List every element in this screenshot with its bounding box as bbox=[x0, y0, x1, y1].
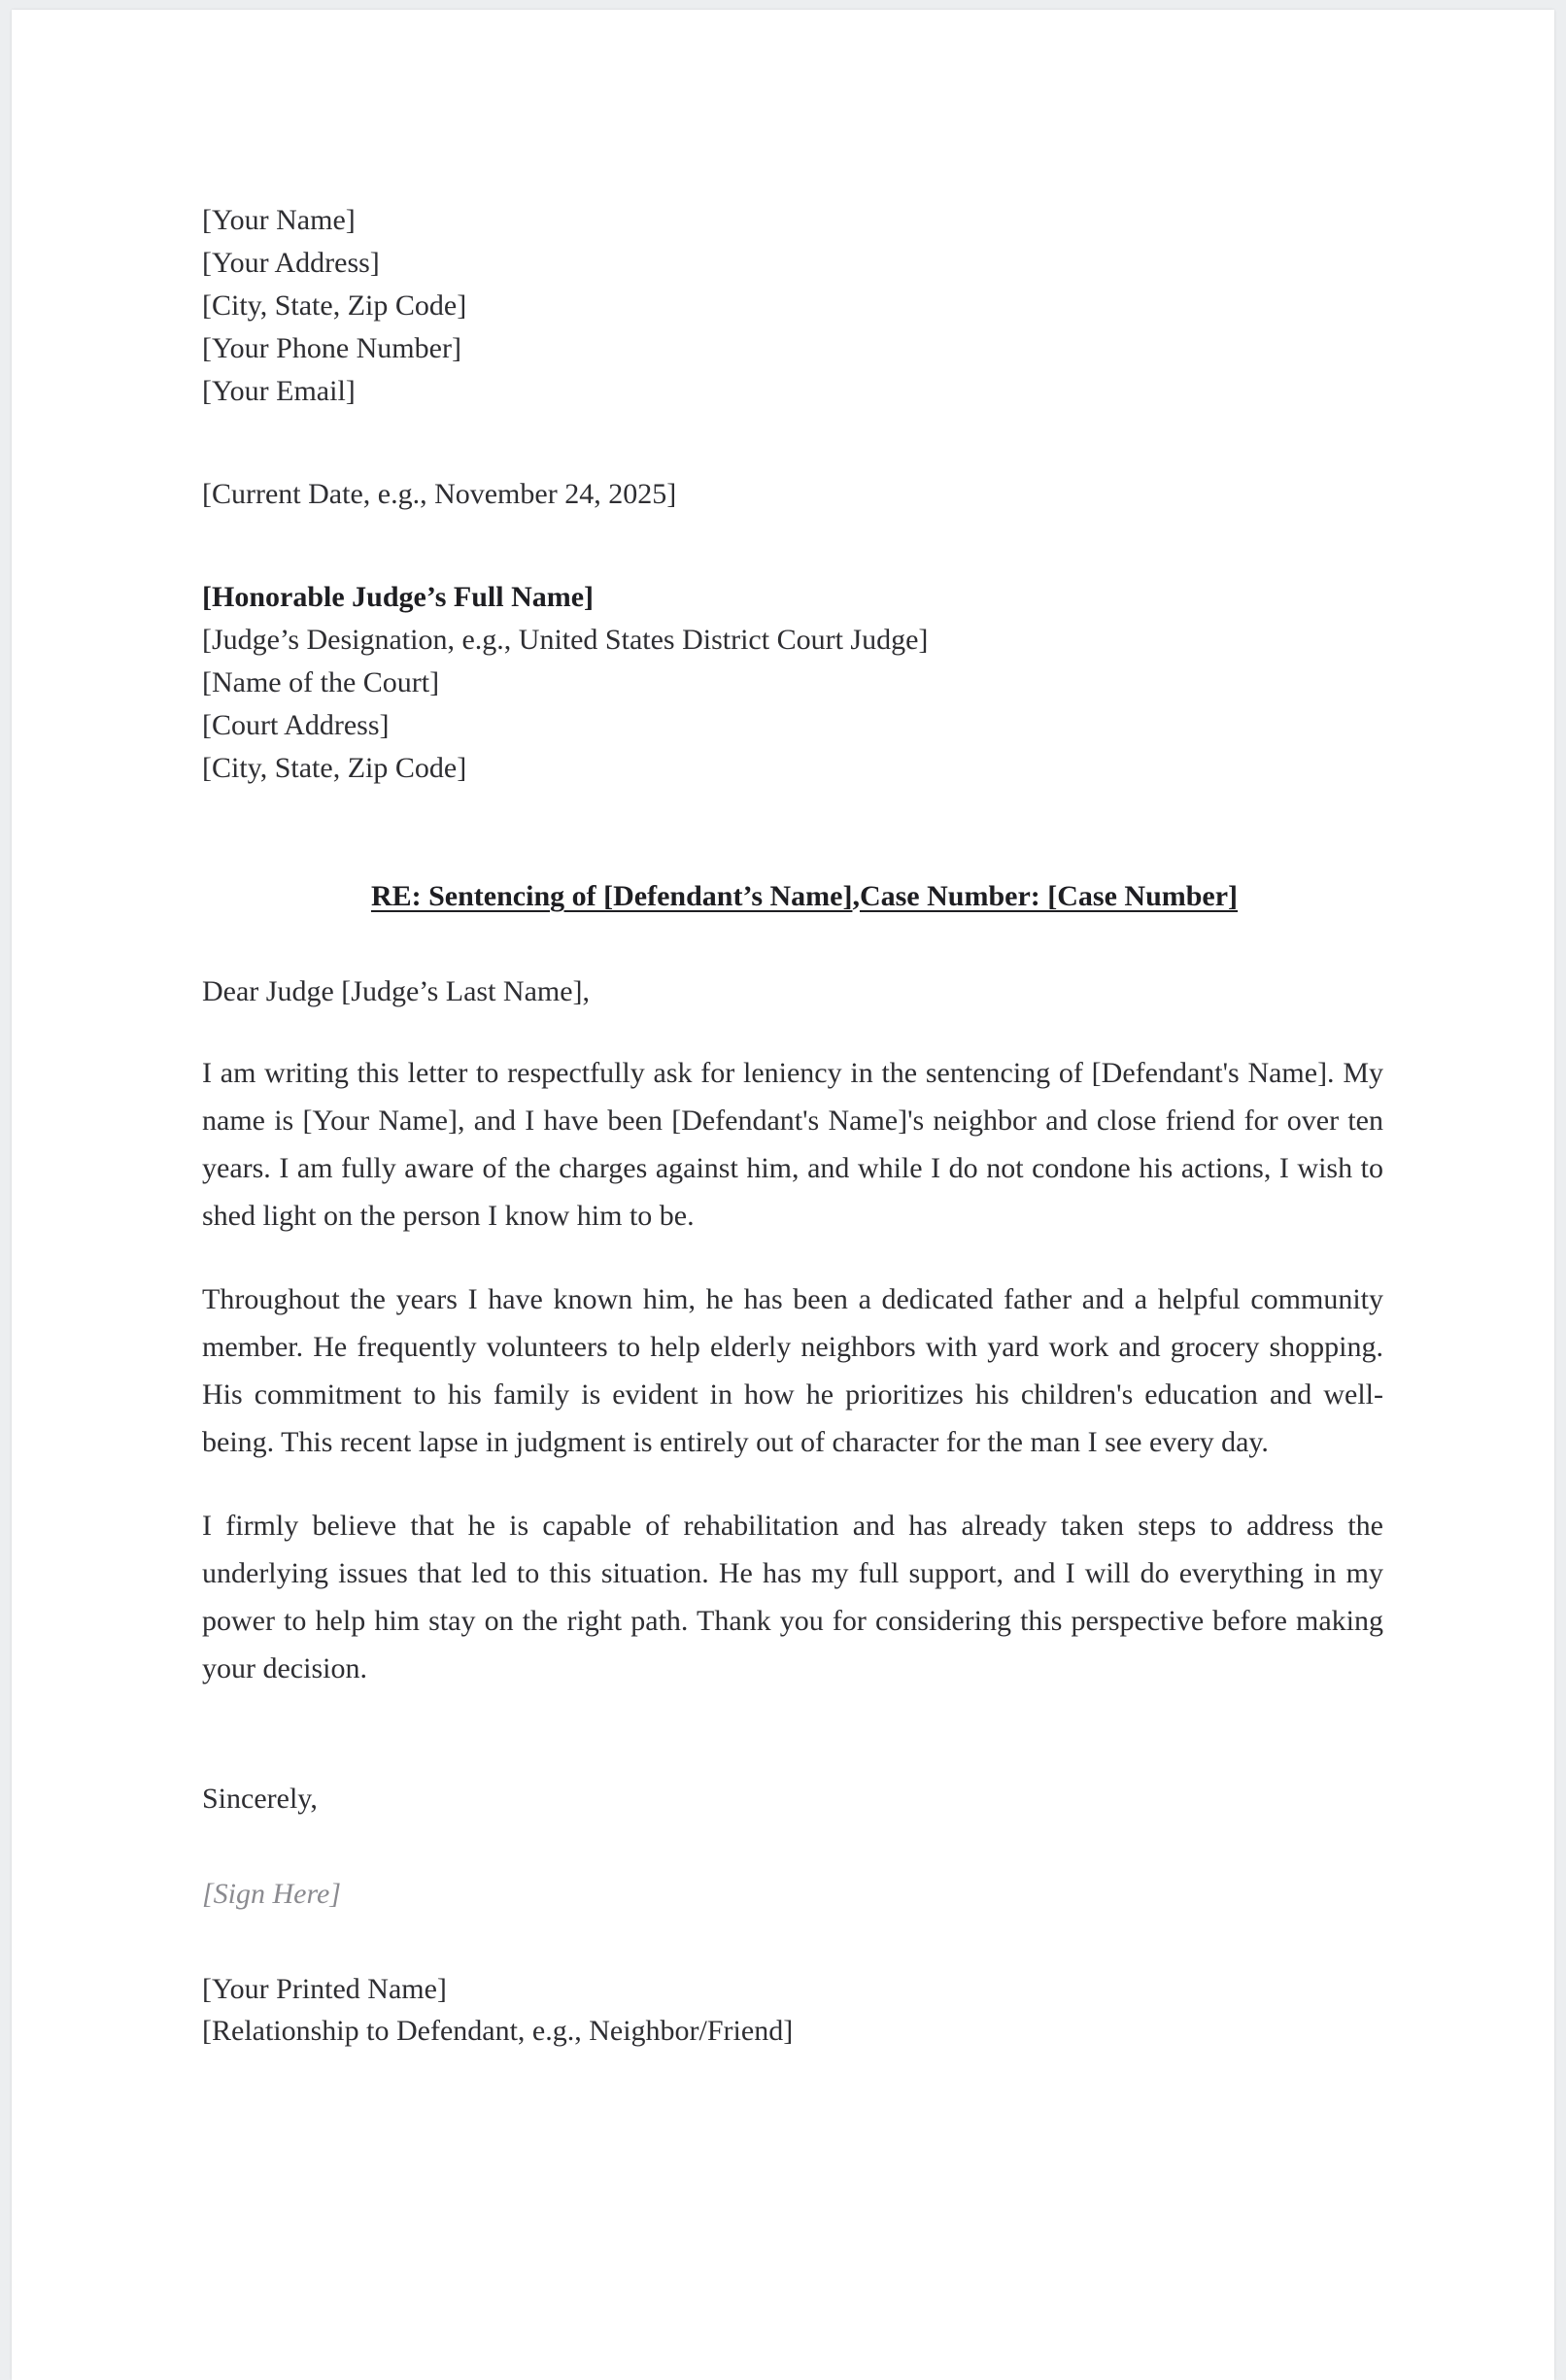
spacer bbox=[202, 516, 1383, 576]
spacer bbox=[202, 918, 1383, 970]
spacer bbox=[202, 790, 1383, 875]
spacer bbox=[202, 413, 1383, 473]
recipient-judge-designation: [Judge’s Designation, e.g., United States District Court Judge] bbox=[202, 624, 929, 656]
body-paragraph-1: I am writing this letter to respectfully ask for leniency in the sentencing of [Defendant's Name]. My name is [Your Name], and I have been [Defendant's Name]'s neighbor and close friend for over ten years. I am fully aware of the charges against him, and while I do not condone his actions, I wish to shed light on the person I know him to be. bbox=[202, 1057, 1383, 1232]
letter-content bbox=[202, 199, 1383, 2052]
sender-city-state-zip: [City, State, Zip Code] bbox=[202, 289, 467, 322]
spacer bbox=[202, 1916, 1383, 1968]
sender-phone: [Your Phone Number] bbox=[202, 332, 461, 364]
sender-name: [Your Name] bbox=[202, 204, 356, 236]
body-paragraph-2: Throughout the years I have known him, he has been a dedicated father and a helpful community member. He frequently volunteers to help elderly neighbors with yard work and grocery shopping. His commitment to his family is evident in how he prioritizes his children's education and well-being. This recent lapse in judgment is entirely out of character for the man I see every day. bbox=[202, 1283, 1383, 1458]
subject-line bbox=[225, 875, 1383, 918]
subject-comma: , bbox=[852, 880, 860, 912]
spacer bbox=[202, 1692, 1383, 1778]
spacer bbox=[202, 1466, 1383, 1502]
spacer bbox=[202, 1013, 1383, 1049]
signature-block bbox=[202, 1968, 1383, 2052]
recipient-judge-name: [Honorable Judge’s Full Name] bbox=[202, 581, 595, 613]
signer-relationship: [Relationship to Defendant, e.g., Neighbor/Friend] bbox=[202, 2015, 794, 2047]
letter-date: [Current Date, e.g., November 24, 2025] bbox=[202, 478, 677, 510]
sender-address-block bbox=[202, 199, 1383, 413]
spacer bbox=[202, 1240, 1383, 1275]
document-page bbox=[12, 10, 1554, 2380]
recipient-court-name: [Name of the Court] bbox=[202, 666, 440, 698]
signature-placeholder[interactable]: [Sign Here] bbox=[202, 1878, 342, 1910]
spacer bbox=[202, 1820, 1383, 1873]
valediction: Sincerely, bbox=[202, 1783, 318, 1815]
body-paragraph-3: I firmly believe that he is capable of rehabilitation and has already taken steps to address the underlying issues that led to this situation. He has my full support, and I will do everything in my power to help him stay on the right path. Thank you for considering this perspective before making your decision. bbox=[202, 1510, 1383, 1684]
sender-email: [Your Email] bbox=[202, 375, 356, 407]
sender-address: [Your Address] bbox=[202, 247, 380, 279]
subject-part-2: Case Number: [Case Number] bbox=[859, 880, 1239, 912]
signer-printed-name: [Your Printed Name] bbox=[202, 1973, 447, 2005]
recipient-court-address: [Court Address] bbox=[202, 709, 390, 741]
recipient-city-state-zip: [City, State, Zip Code] bbox=[202, 752, 467, 784]
recipient-address-block bbox=[202, 576, 1383, 790]
salutation: Dear Judge [Judge’s Last Name], bbox=[202, 975, 591, 1007]
subject-part-1: RE: Sentencing of [Defendant’s Name] bbox=[370, 880, 853, 912]
